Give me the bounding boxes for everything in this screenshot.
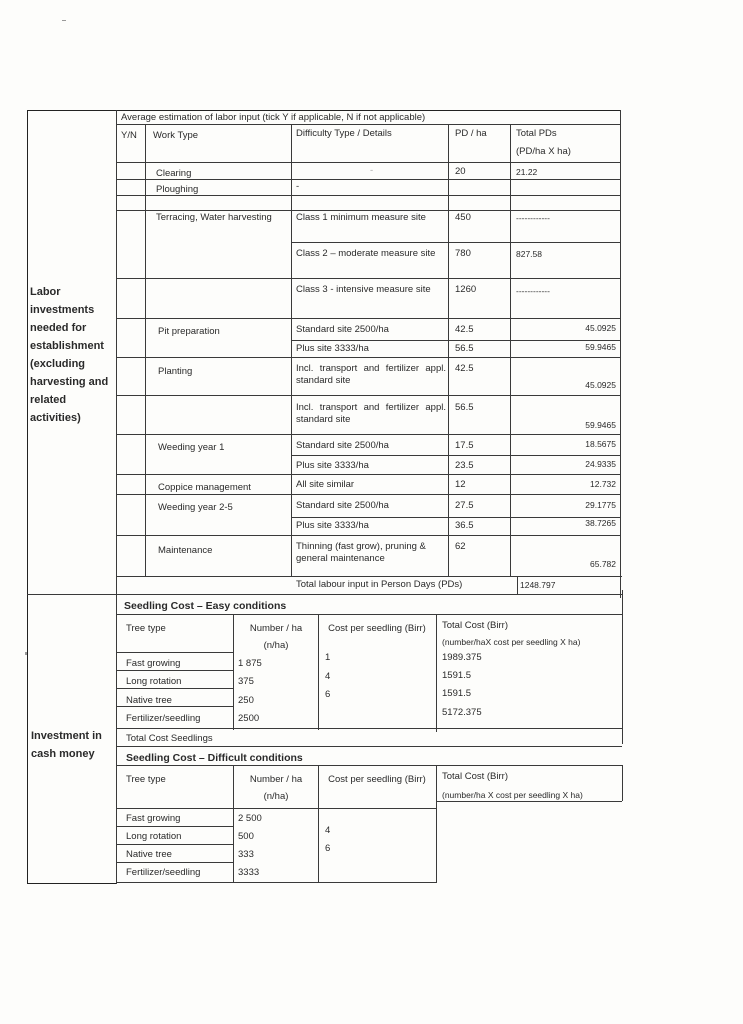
tree-type-cell: Long rotation (126, 831, 182, 842)
divider (116, 318, 620, 319)
work-type-cell: Terracing, Water harvesting (156, 212, 272, 223)
divider (517, 576, 518, 594)
number-cell: 250 (238, 695, 254, 706)
tree-type-cell: Native tree (126, 849, 172, 860)
divider (116, 844, 233, 845)
header-yn: Y/N (121, 130, 137, 141)
total-cost-seedlings-label: Total Cost Seedlings (126, 733, 213, 744)
detail-cell: Plus site 3333/ha (296, 343, 369, 354)
tree-type-cell: Fast growing (126, 658, 181, 669)
pd-cell: 17.5 (455, 440, 474, 451)
divider (116, 765, 622, 766)
tree-type-cell: Long rotation (126, 676, 182, 687)
divider (622, 765, 623, 801)
divider (116, 614, 622, 615)
header-total-pds-formula: (PD/ha X ha) (516, 146, 571, 157)
work-type-cell: Clearing (156, 168, 192, 179)
work-type-cell: Planting (158, 366, 193, 377)
pd-cell: 780 (455, 248, 471, 259)
scan-speck (62, 20, 66, 21)
divider (116, 434, 620, 435)
number-cell: 3333 (238, 867, 260, 878)
divider (116, 278, 620, 279)
divider (436, 614, 437, 732)
total-cell: 59.9465 (585, 342, 616, 352)
cost-cell: 4 (325, 671, 331, 682)
divider (116, 474, 620, 475)
divider (145, 124, 146, 576)
divider (116, 808, 436, 809)
difficult-header-total: Total Cost (Birr) (442, 771, 508, 782)
pd-cell: 56.5 (455, 402, 474, 413)
divider (291, 124, 292, 576)
number-cell: 2 500 (238, 813, 262, 824)
detail-cell: Incl. transport and fertilizer appl. standard site (296, 402, 446, 425)
divider (448, 124, 449, 576)
total-cell: 21.22 (516, 167, 538, 177)
difficult-header-number: Number / ha (n/ha) (249, 774, 303, 802)
total-cell: 29.1775 (585, 500, 616, 510)
pd-cell: 36.5 (455, 520, 474, 531)
divider (116, 395, 620, 396)
scan-speck (25, 652, 27, 655)
detail-cell: Incl. transport and fertilizer appl. standard site (296, 363, 446, 386)
tree-type-cell: Fertilizer/seedling (126, 867, 201, 878)
divider (116, 746, 622, 747)
cost-cell: 6 (325, 689, 331, 700)
detail-cell: Class 1 minimum measure site (296, 212, 426, 223)
divider (116, 535, 620, 536)
divider (116, 162, 620, 163)
divider (116, 728, 622, 729)
difficult-header-total-formula: (number/ha X cost per seedling X ha) (442, 790, 583, 800)
detail-cell: All site similar (296, 479, 355, 490)
detail-cell: Plus site 3333/ha (296, 460, 369, 471)
detail-cell: Standard site 2500/ha (296, 324, 389, 335)
pd-cell: 450 (455, 212, 471, 223)
divider (622, 590, 623, 744)
table-left-border (27, 110, 28, 884)
table-bottom-border (27, 883, 117, 884)
cash-side-label: Investment in cash money (31, 730, 102, 760)
divider (510, 124, 511, 576)
pd-cell: 12 (455, 479, 466, 490)
divider (233, 614, 234, 730)
total-cell: 18.5675 (585, 439, 616, 449)
cost-cell: 1 (325, 652, 331, 663)
divider (116, 576, 622, 577)
tree-type-cell: Fertilizer/seedling (126, 713, 201, 724)
divider (116, 494, 620, 495)
labor-side-label: Labor investments needed for establishment (excluding harvesting and related activities) (30, 286, 109, 424)
total-cell: 12.732 (590, 479, 616, 489)
number-cell: 2500 (238, 713, 260, 724)
header-work-type: Work Type (153, 130, 199, 141)
labor-section-title: Average estimation of labor input (tick Y if applicable, N if not applicable) (121, 112, 426, 123)
number-cell: 375 (238, 676, 254, 687)
divider (116, 179, 620, 180)
work-type-cell: Ploughing (156, 184, 199, 195)
detail-cell: - (370, 165, 374, 176)
number-cell: 1 875 (238, 658, 262, 669)
number-cell: 333 (238, 849, 254, 860)
divider (116, 862, 233, 863)
easy-header-cost: Cost per seedling (Birr) (328, 623, 426, 634)
labor-total-label: Total labour input in Person Days (PDs) (296, 579, 463, 590)
divider (318, 765, 319, 883)
divider (116, 652, 233, 653)
easy-header-tree-type: Tree type (126, 623, 166, 634)
total-cost-cell: 1989.375 (442, 652, 482, 663)
divider (436, 765, 437, 883)
pd-cell: 42.5 (455, 324, 474, 335)
divider (116, 210, 620, 211)
detail-cell: Standard site 2500/ha (296, 440, 389, 451)
easy-conditions-title: Seedling Cost – Easy conditions (124, 600, 287, 612)
header-difficulty: Difficulty Type / Details (296, 128, 392, 139)
pd-cell: 56.5 (455, 343, 474, 354)
detail-cell: Class 2 – moderate measure site (296, 248, 436, 259)
total-cell: 45.0925 (585, 323, 616, 333)
divider (116, 670, 233, 671)
cost-cell: 6 (325, 843, 331, 854)
divider (116, 357, 620, 358)
total-cell: 59.9465 (585, 420, 616, 430)
detail-cell: Class 3 - intensive measure site (296, 284, 431, 295)
header-total-pds: Total PDs (516, 128, 557, 139)
divider (318, 614, 319, 730)
side-column-divider (116, 110, 117, 884)
total-cell: 827.58 (516, 249, 542, 259)
total-cost-cell: 5172.375 (442, 707, 482, 718)
easy-header-total-formula: (number/haX cost per seedling X ha) (442, 637, 581, 647)
work-type-cell: Pit preparation (158, 326, 220, 337)
work-type-cell: Weeding year 2-5 (158, 502, 233, 513)
total-cell: 38.7265 (585, 518, 616, 528)
divider (116, 882, 436, 883)
divider (291, 455, 620, 456)
number-cell: 500 (238, 831, 254, 842)
divider (116, 826, 233, 827)
divider (620, 110, 621, 598)
tree-type-cell: Fast growing (126, 813, 181, 824)
difficult-header-tree-type: Tree type (126, 774, 166, 785)
cost-cell: 4 (325, 825, 331, 836)
pd-cell: 23.5 (455, 460, 474, 471)
pd-cell: 1260 (455, 284, 477, 295)
detail-cell: Standard site 2500/ha (296, 500, 389, 511)
easy-header-total: Total Cost (Birr) (442, 620, 508, 631)
tree-type-cell: Native tree (126, 695, 172, 706)
work-type-cell: Coppice management (158, 482, 251, 493)
total-cell: ------------ (516, 213, 550, 223)
divider (436, 801, 622, 802)
pd-cell: 62 (455, 541, 466, 552)
difficult-header-cost: Cost per seedling (Birr) (328, 774, 426, 785)
total-cost-cell: 1591.5 (442, 688, 472, 699)
difficult-conditions-title: Seedling Cost – Difficult conditions (126, 752, 303, 764)
divider (291, 242, 620, 243)
detail-cell: Plus site 3333/ha (296, 520, 369, 531)
total-cell: 65.782 (590, 559, 616, 569)
easy-header-number: Number / ha (n/ha) (249, 623, 303, 651)
pd-cell: 20 (455, 166, 466, 177)
divider (116, 124, 620, 125)
section-divider (27, 594, 622, 595)
total-cell: 24.9335 (585, 459, 616, 469)
total-cell: 45.0925 (585, 380, 616, 390)
detail-cell: - (296, 181, 300, 192)
header-pd-ha: PD / ha (455, 128, 487, 139)
divider (233, 765, 234, 883)
pd-cell: 42.5 (455, 363, 474, 374)
labor-total-value: 1248.797 (520, 580, 556, 590)
pd-cell: 27.5 (455, 500, 474, 511)
work-type-cell: Weeding year 1 (158, 442, 225, 453)
divider (116, 688, 233, 689)
work-type-cell: Maintenance (158, 545, 213, 556)
detail-cell: Thinning (fast grow), pruning & general maintenance (296, 541, 426, 564)
total-cell: ------------ (516, 286, 550, 296)
total-cost-cell: 1591.5 (442, 670, 472, 681)
